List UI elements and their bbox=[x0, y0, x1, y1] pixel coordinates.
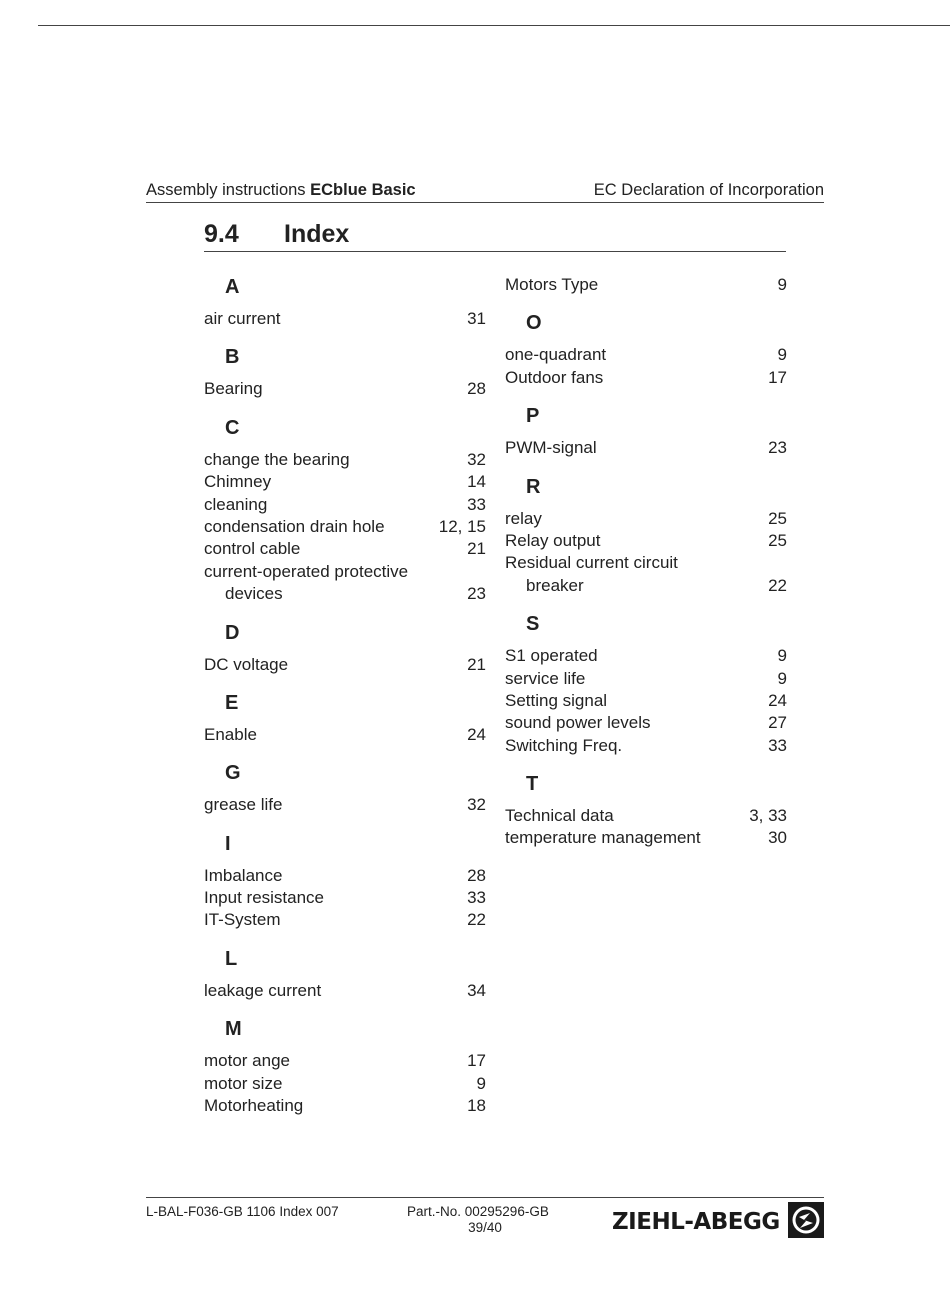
index-page-ref: 22 bbox=[467, 910, 486, 930]
footer-part-number: Part.-No. 00295296-GB bbox=[407, 1204, 549, 1219]
index-term: relay bbox=[505, 508, 542, 528]
index-group-t bbox=[505, 771, 787, 850]
index-entry bbox=[204, 308, 486, 330]
index-entry bbox=[505, 575, 787, 597]
brand-logo bbox=[612, 1202, 824, 1240]
index-letter: C bbox=[225, 416, 240, 439]
index-entry bbox=[505, 712, 787, 734]
index-entry bbox=[204, 378, 486, 400]
index-page-ref: 3, 33 bbox=[749, 806, 787, 826]
index-term: Imbalance bbox=[204, 865, 283, 885]
index-term: leakage current bbox=[204, 980, 322, 1000]
header-right: EC Declaration of Incorporation bbox=[593, 181, 824, 199]
index-term: Motors Type bbox=[505, 275, 599, 294]
index-term: IT-System bbox=[204, 910, 281, 930]
index-letter: E bbox=[225, 691, 239, 714]
index-term: change the bearing bbox=[204, 449, 350, 469]
index-term: current-operated protective bbox=[204, 561, 409, 581]
footer-page-number: 39/40 bbox=[468, 1220, 502, 1235]
index-term: control cable bbox=[204, 539, 301, 559]
index-entry bbox=[204, 494, 486, 516]
index-page-ref: 23 bbox=[768, 438, 787, 458]
index-group-a bbox=[204, 274, 486, 330]
index-term: DC voltage bbox=[204, 654, 289, 674]
index-term: motor size bbox=[204, 1073, 283, 1093]
page-header bbox=[146, 180, 824, 203]
section-number: 9.4 bbox=[204, 220, 239, 248]
index-entry bbox=[204, 516, 486, 538]
index-term: S1 operated bbox=[505, 646, 598, 666]
index-term: service life bbox=[505, 668, 586, 688]
footer-doc-id: L-BAL-F036-GB 1106 Index 007 bbox=[146, 1204, 339, 1219]
index-page-ref: 30 bbox=[768, 828, 787, 848]
index-letter: I bbox=[225, 832, 231, 855]
brand-name: ZIEHL-ABEGG bbox=[612, 1209, 780, 1235]
index-entry bbox=[204, 471, 486, 493]
index-letter: P bbox=[526, 405, 540, 428]
index-page-ref: 21 bbox=[467, 654, 486, 674]
index-entry bbox=[505, 344, 787, 366]
header-product: ECblue Basic bbox=[310, 181, 416, 199]
index-page-ref: 34 bbox=[467, 980, 486, 1000]
index-page-ref: 31 bbox=[467, 309, 486, 328]
index-page-ref: 33 bbox=[467, 494, 486, 514]
index-entry bbox=[204, 1050, 486, 1072]
index-letter: O bbox=[526, 312, 542, 335]
index-page-ref: 9 bbox=[476, 1073, 486, 1093]
index-page-ref: 9 bbox=[777, 668, 787, 688]
index-letter: G bbox=[225, 762, 241, 785]
index-entry bbox=[204, 1073, 486, 1095]
index-term: grease life bbox=[204, 795, 283, 815]
index-page-ref: 25 bbox=[768, 530, 787, 550]
index-term: sound power levels bbox=[505, 713, 651, 733]
header-prefix: Assembly instructions bbox=[146, 181, 311, 199]
index-term: Chimney bbox=[204, 472, 272, 492]
index-letter: S bbox=[526, 613, 540, 636]
index-page-ref: 17 bbox=[467, 1051, 486, 1071]
index-term: Technical data bbox=[505, 806, 614, 826]
index-group-i bbox=[204, 831, 486, 932]
index-group-p bbox=[505, 403, 787, 459]
index-entry bbox=[505, 827, 787, 849]
index-entry bbox=[204, 909, 486, 931]
index-term: cleaning bbox=[204, 494, 268, 514]
index-term: Residual current circuit bbox=[505, 553, 678, 573]
index-page-ref: 9 bbox=[777, 646, 787, 666]
index-page-ref: 28 bbox=[467, 865, 486, 885]
index-term: Relay output bbox=[505, 530, 601, 550]
index-entry bbox=[204, 449, 486, 471]
index-term: air current bbox=[204, 309, 281, 328]
index-entry bbox=[204, 865, 486, 887]
index-entry bbox=[204, 654, 486, 676]
index-entry bbox=[204, 794, 486, 816]
index-entry bbox=[505, 367, 787, 389]
section-heading: Index bbox=[284, 220, 350, 248]
index-group-o bbox=[505, 310, 787, 389]
index-term: PWM-signal bbox=[505, 438, 597, 458]
index-letter: T bbox=[526, 773, 539, 796]
index-entry bbox=[505, 530, 787, 552]
index-page-ref: 21 bbox=[467, 539, 486, 559]
ziehl-abegg-logo-icon bbox=[788, 1202, 824, 1238]
index-entry bbox=[204, 561, 486, 583]
index-term: temperature management bbox=[505, 828, 701, 848]
footer-rule bbox=[146, 1197, 824, 1198]
index-term: Input resistance bbox=[204, 888, 325, 908]
index-page-ref: 18 bbox=[467, 1096, 486, 1116]
index-group-g bbox=[204, 760, 486, 816]
index-entry bbox=[505, 805, 787, 827]
index-term: motor ange bbox=[204, 1051, 290, 1071]
index-page-ref: 17 bbox=[768, 367, 787, 387]
index-column-right bbox=[505, 274, 787, 864]
index-page-ref: 9 bbox=[777, 275, 787, 294]
index-page-ref: 33 bbox=[768, 735, 787, 755]
index-page-ref: 28 bbox=[467, 379, 486, 399]
index-term: one-quadrant bbox=[505, 345, 607, 365]
index-entry bbox=[204, 583, 486, 605]
index-letter: R bbox=[526, 475, 541, 498]
index-page-ref: 32 bbox=[467, 449, 486, 469]
index-group-b bbox=[204, 344, 486, 400]
index-column-left bbox=[204, 274, 486, 1131]
index-letter: L bbox=[225, 947, 238, 970]
index-term: Switching Freq. bbox=[505, 735, 623, 755]
index-term: Enable bbox=[204, 724, 257, 744]
index-term: breaker bbox=[526, 575, 584, 595]
index-group-s bbox=[505, 611, 787, 757]
index-page-ref: 9 bbox=[777, 345, 787, 365]
index-page-ref: 33 bbox=[467, 888, 486, 908]
index-term: condensation drain hole bbox=[204, 516, 385, 536]
index-entry bbox=[505, 274, 787, 296]
index-letter: B bbox=[225, 346, 240, 369]
index-term: Bearing bbox=[204, 379, 263, 399]
index-page-ref: 14 bbox=[467, 472, 486, 492]
index-term: devices bbox=[225, 584, 283, 604]
index-term: Outdoor fans bbox=[505, 367, 604, 387]
index-entry bbox=[204, 724, 486, 746]
index-group-c bbox=[204, 415, 486, 606]
index-entry bbox=[204, 538, 486, 560]
index-group-l bbox=[204, 946, 486, 1002]
index-page-ref: 32 bbox=[467, 795, 486, 815]
index-entry bbox=[204, 887, 486, 909]
index-term: Motorheating bbox=[204, 1096, 304, 1116]
index-entry bbox=[505, 552, 787, 574]
index-page-ref: 12, 15 bbox=[438, 516, 486, 536]
index-entry bbox=[505, 690, 787, 712]
index-entry bbox=[505, 645, 787, 667]
index-entry bbox=[204, 1095, 486, 1117]
index-page-ref: 25 bbox=[768, 508, 787, 528]
index-entry bbox=[505, 735, 787, 757]
index-letter: M bbox=[225, 1018, 242, 1041]
index-group-m bbox=[204, 1016, 486, 1117]
index-term: Setting signal bbox=[505, 690, 608, 710]
index-letter: D bbox=[225, 621, 240, 644]
index-page-ref: 27 bbox=[768, 713, 787, 733]
index-page-ref: 22 bbox=[768, 575, 787, 595]
index-entry bbox=[505, 437, 787, 459]
index-page-ref: 24 bbox=[768, 690, 787, 710]
index-group-r bbox=[505, 474, 787, 598]
index-entry bbox=[505, 668, 787, 690]
index-letter: A bbox=[225, 276, 240, 298]
index-entry bbox=[505, 508, 787, 530]
index-page-ref: 23 bbox=[467, 584, 486, 604]
top-rule bbox=[38, 25, 950, 26]
index-group-e bbox=[204, 690, 486, 746]
index-page-ref: 24 bbox=[467, 724, 486, 744]
index-group-d bbox=[204, 620, 486, 676]
index-entry bbox=[204, 980, 486, 1002]
header-left bbox=[146, 180, 416, 200]
section-title bbox=[204, 219, 786, 252]
index-group-continued bbox=[505, 274, 787, 296]
